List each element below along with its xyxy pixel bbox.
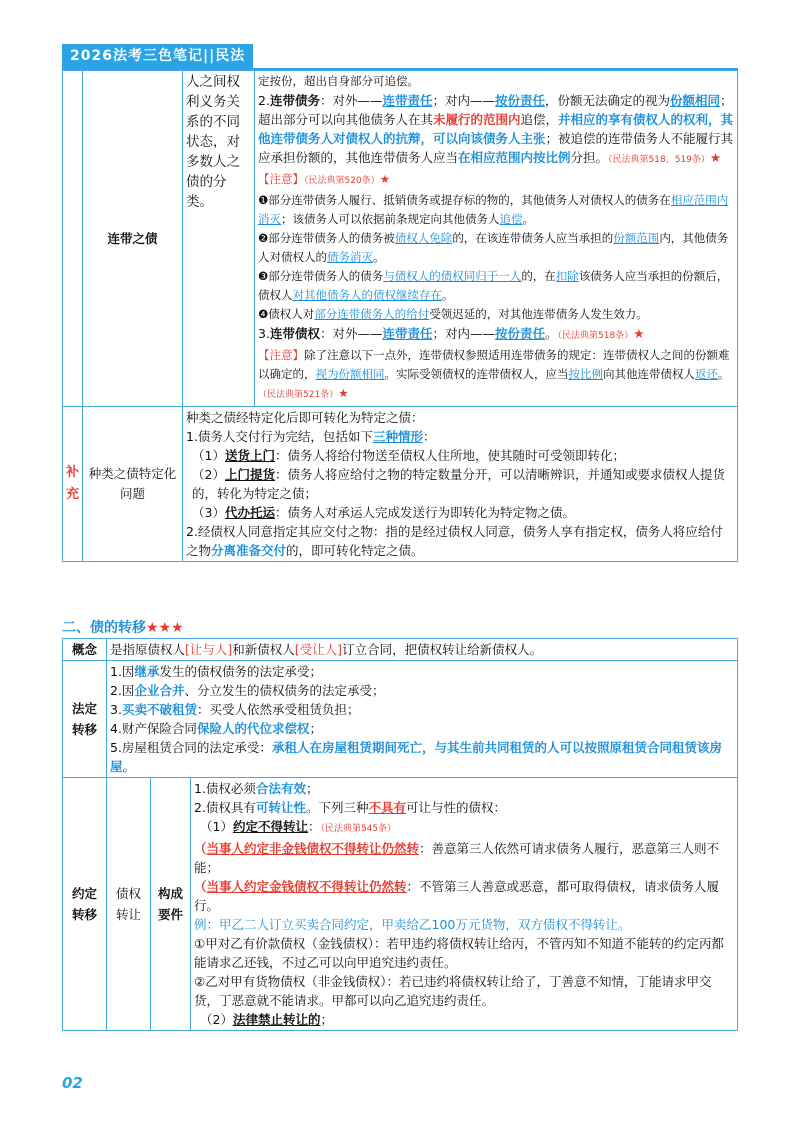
specific-debt-label: 种类之债特定化问题 xyxy=(83,407,183,562)
s-line-3: （1）送货上门：债务人将给付物送至债权人住所地，使其随时可受领即转化； xyxy=(192,448,625,463)
agreed-transfer-label: 约定转移 xyxy=(63,778,107,1031)
example-2: ②乙对甲有货物债权（非金钱债权）：若已违约将债权转让给了，丁善意不知情，丁能请求甲交货，丁恶意就不能请求。甲都可以向乙追究违约责任。 xyxy=(194,974,712,1008)
row-empty-cell xyxy=(63,71,83,407)
s-line-1: 种类之债经特定化后即可转化为特定之债： xyxy=(186,410,424,425)
agreed-transfer-row xyxy=(63,778,738,1031)
joint-debt-content xyxy=(255,71,738,407)
s-line-6: 2.经债权人同意指定其应交付之物：指的是经过债权人同意，债务人享有指定权，债务人将应给付之物分离准备交付的，即可转化特定之债。 xyxy=(186,524,723,558)
r1-line1: 定按份，超出自身部分可追偿。 xyxy=(258,74,419,88)
joint-claim-para: 3.连带债权：对外——连带责任；对内——按份责任。（民法典第518条）★ xyxy=(258,326,645,341)
l-line-4: 4.财产保险合同保险人的代位求偿权； xyxy=(110,721,322,736)
page-number: 02 xyxy=(62,1074,83,1092)
legal-transfer-row xyxy=(63,661,738,778)
e-line-5: （当事人约定金钱债权不得转让仍然转：不管第三人善意或恶意，都可取得债权，请求债务人履行。 xyxy=(194,879,720,913)
elements-content xyxy=(191,778,738,1031)
concept-content: 是指原债权人[让与人]和新债权人[受让人]订立合同，把债权转让给新债权人。 xyxy=(107,639,738,661)
note-item-3: ❸部分连带债务人的债务与债权人的债权同归于一人的，在扣除该债务人应当承担的份额后，债权人对其他债务人的债权继续存在。 xyxy=(258,269,729,302)
creditor-transfer-label: 债权转让 xyxy=(107,778,151,1031)
legal-transfer-label: 法定转移 xyxy=(63,661,107,778)
concept-row xyxy=(63,639,738,661)
e-line-4: （当事人约定非金钱债权不得转让仍然转：善意第三人依然可请求债务人履行，恶意第三人则不能； xyxy=(194,841,720,875)
l-line-3: 3.买卖不破租赁：买受人依然承受租赁负担； xyxy=(110,702,360,717)
header-title-badge: 2026法考三色笔记||民法 xyxy=(62,44,253,68)
note-item-4: ❹债权人对部分连带债务人的给付受领迟延的，对其他连带债务人发生效力。 xyxy=(258,307,648,321)
note-item-5: 【注意】除了注意以下一点外，连带债权参照适用连带债务的规定：连带债权人之间的份额难以确定的，视为份额相同。实际受领债权的连带债权人，应当按比例向其他连带债权人返还。（民法典第521条）★ xyxy=(258,348,730,400)
s-line-2: 1.债务人交付行为完结，包括如下三种情形： xyxy=(186,429,436,444)
debt-transfer-table xyxy=(62,638,738,1031)
legal-transfer-content xyxy=(107,661,738,778)
elements-label: 构成要件 xyxy=(151,778,191,1031)
e-line-1: 1.债权必须合法有效； xyxy=(194,781,319,796)
note-item-2: ❷部分连带债务人的债务被债权人免除的，在该连带债务人应当承担的份额范围内，其他债务人对债权人的债务消灭。 xyxy=(258,231,729,264)
l-line-5: 5.房屋租赁合同的法定承受：承租人在房屋租赁期间死亡，与其生前共同租赁的人可以按照原租赁合同租赁该房屋。 xyxy=(110,740,722,774)
note-item-1: ❶部分连带债务人履行、抵销债务或提存标的物的，其他债务人对债权人的债务在相应范围内消灭；该债务人可以依据前条规定向其他债务人追偿。 xyxy=(258,193,729,226)
example-1: ①甲对乙有价款债权（金钱债权）：若甲违约将债权转让给丙，不管丙知不知道不能转的约定丙都能请求乙还钱，不过乙可以向甲追究违约责任。 xyxy=(194,936,724,970)
s-line-4: （2）上门提货：债务人将应给付之物的特定数量分开，可以清晰辨识，并通知或要求债权人提货的，转化为特定之债； xyxy=(192,467,725,501)
joint-debt-row xyxy=(63,71,738,407)
joint-obligation-para: 2.连带债务：对外——连带责任；对内——按份责任，份额无法确定的视为份额相同；超出部分可以向其他债务人在其未履行的范围内追偿，并相应的享有债权人的权利，其他连带债务人对债权人的抗辩，可以向该债务人主张；被追偿的连带债务人不能履行其应承担份额的，其他连带债务人应当在相应范围内按比例分担。（民法典第518、519条）★ xyxy=(258,93,734,165)
e-line-2: 2.债权具有可转让性。下列三种不具有可让与性的债权： xyxy=(194,800,506,815)
e-line-6: （2）法律禁止转让的； xyxy=(200,1012,333,1027)
supplement-tag: 补充 xyxy=(63,407,83,562)
joint-debt-label: 连带之债 xyxy=(83,71,183,407)
specific-debt-content xyxy=(183,407,738,562)
concept-label: 概念 xyxy=(63,639,107,661)
s-line-5: （3）代办托运：债务人对承运人完成发送行为即转化为特定物之债。 xyxy=(192,505,575,520)
specific-debt-row xyxy=(63,407,738,562)
note-heading: 【注意】（民法典第520条）★ xyxy=(258,172,390,186)
example-line: 例：甲乙二人订立买卖合同约定，甲卖给乙100万元货物，双方债权不得转让。 xyxy=(194,917,631,932)
e-line-3: （1）约定不得转让：（民法典第545条） xyxy=(200,819,397,834)
l-line-2: 2.因企业合并、分立发生的债权债务的法定承受； xyxy=(110,683,385,698)
section-title: 二、债的转移★★★ xyxy=(62,620,184,636)
joint-debt-table xyxy=(62,70,738,562)
multi-debt-desc: 人之间权利义务关系的不同状态，对多数人之债的分类。 xyxy=(183,71,255,407)
l-line-1: 1.因继承发生的债权债务的法定承受； xyxy=(110,664,322,679)
